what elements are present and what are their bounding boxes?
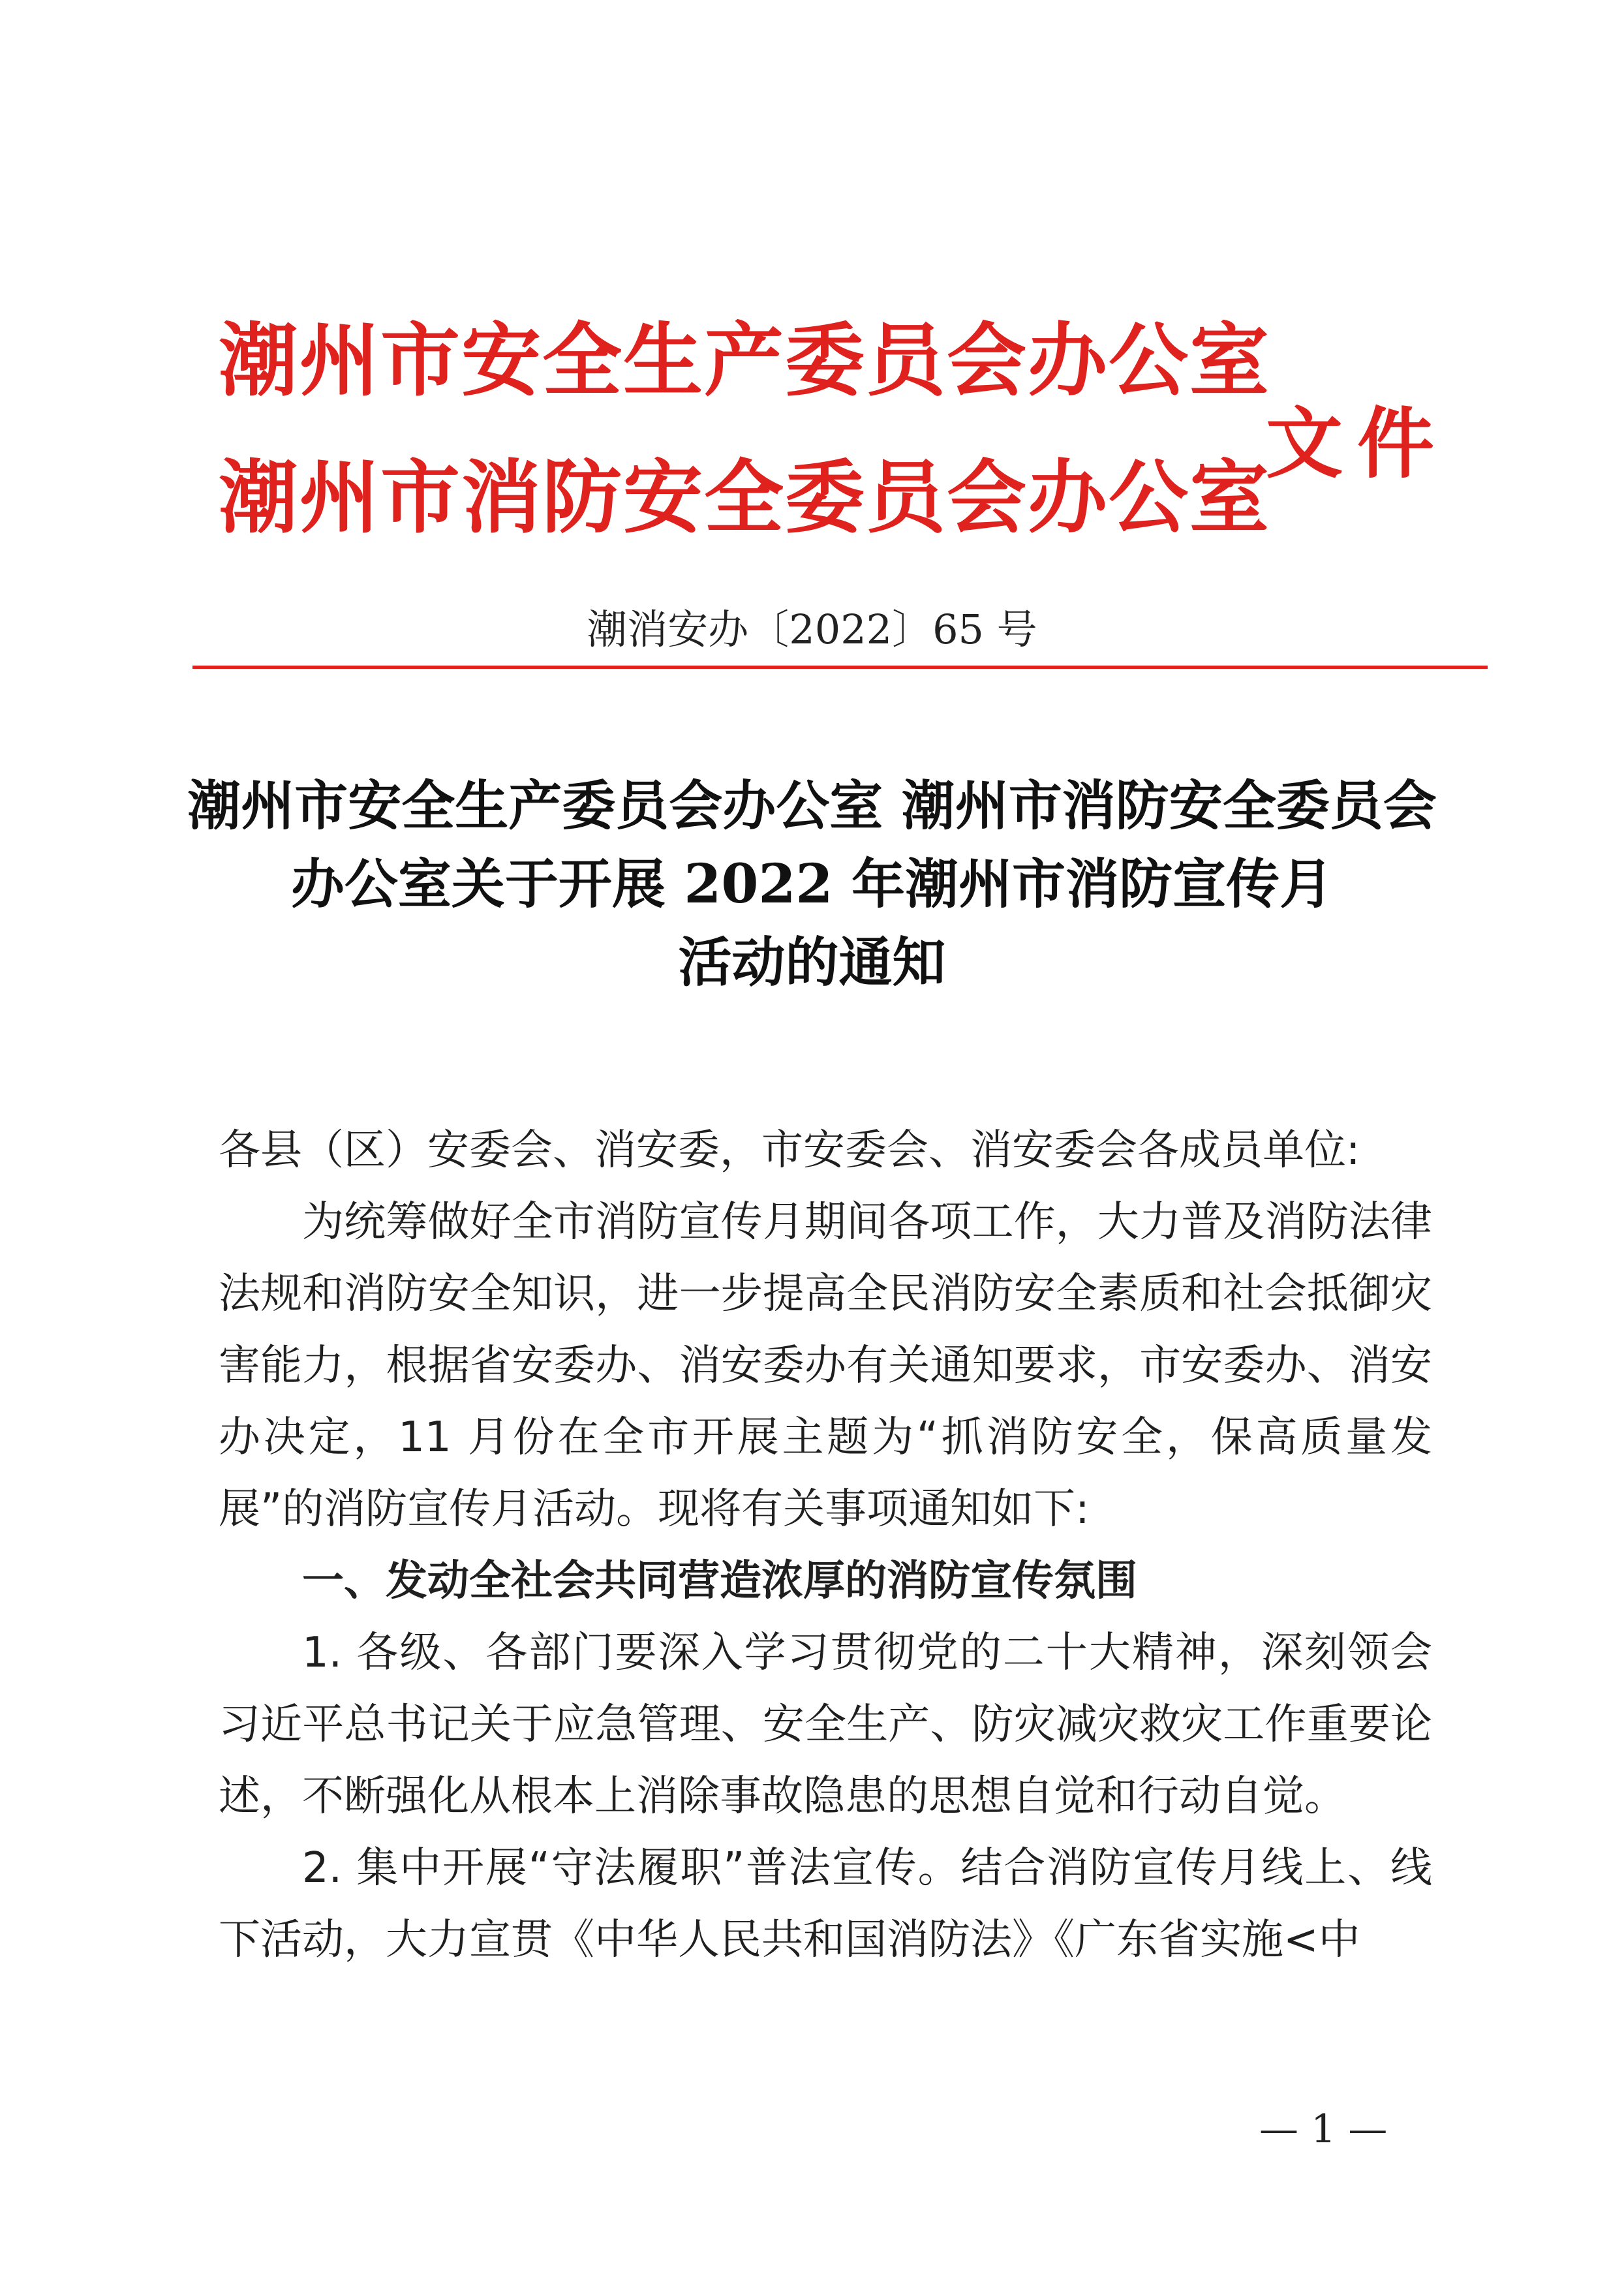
- issuing-org-2: 潮州市消防安全委员会办公室: [219, 450, 1270, 544]
- document-number: 潮消安办〔2022〕65 号: [587, 606, 1037, 653]
- document-title: [0, 767, 1624, 1002]
- title-line-2: 办公室关于开展 2022 年潮州市消防宣传月: [290, 853, 1334, 916]
- page-number: — 1 —: [1259, 2106, 1388, 2152]
- red-divider: [192, 666, 1488, 669]
- title-line-1: 潮州市安全生产委员会办公室 潮州市消防安全委员会: [187, 775, 1437, 837]
- document-body: [219, 1115, 1432, 1976]
- list-item-1: 1. 各级、各部门要深入学习贯彻党的二十大精神，深刻领会习近平总书记关于应急管理、安全生产、防灾减灾救灾工作重要论述，不断强化从根本上消除事故隐患的思想自觉和行动自觉。: [219, 1629, 1432, 1821]
- title-line-3: 活动的通知: [678, 931, 946, 994]
- issuing-org-1: 潮州市安全生产委员会办公室: [219, 313, 1270, 407]
- salutation: 各县（区）安委会、消安委，市安委会、消安委会各成员单位:: [219, 1126, 1360, 1175]
- section-heading: 一、发动全社会共同营造浓厚的消防宣传氛围: [302, 1557, 1137, 1605]
- list-item-2: 2. 集中开展“守法履职”普法宣传。结合消防宣传月线上、线下活动，大力宣贯《中华人民共和国消防法》《广东省实施<中: [219, 1844, 1432, 1964]
- intro-paragraph: 为统筹做好全市消防宣传月期间各项工作，大力普及消防法律法规和消防安全知识，进一步提高全民消防安全素质和社会抵御灾害能力，根据省安委办、消安委办有关通知要求，市安委办、消安办决定，11 月份在全市开展主题为“抓消防安全，保高质量发展”的消防宣传月活动。现将有关事项通知如下:: [219, 1198, 1432, 1533]
- document-type-label: 文件: [1266, 398, 1449, 489]
